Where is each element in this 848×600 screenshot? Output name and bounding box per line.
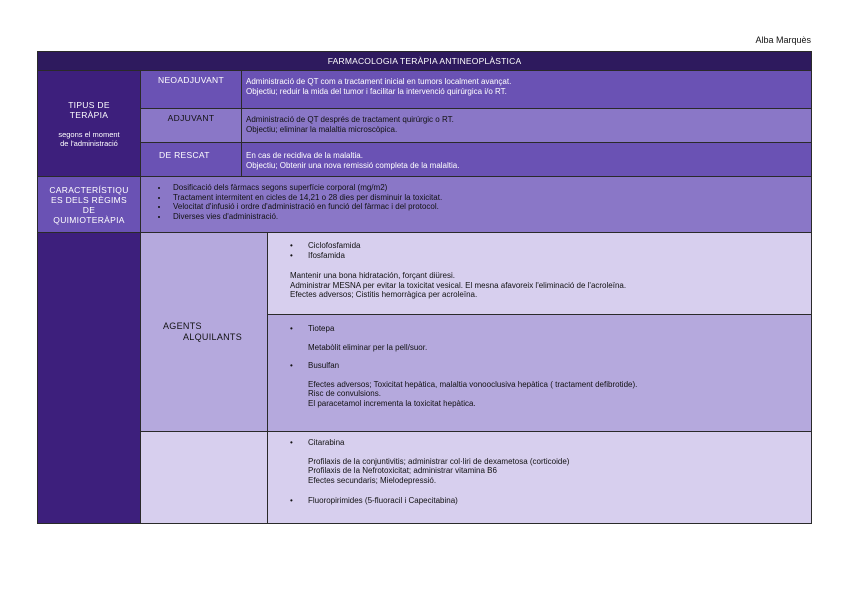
adjuvant-line1: Administració de QT després de tractament quirúrgic o RT. <box>246 115 454 124</box>
rescat-line1: En cas de recidiva de la malaltia. <box>246 151 363 160</box>
neoadjuvant-line1: Administració de QT com a tractament inicial en tumors localment avançat. <box>246 77 512 86</box>
caracteristiques-list <box>141 177 811 233</box>
box2-note: El paracetamol incrementa la toxicitat hepàtica. <box>308 398 476 408</box>
drug-ciclofosfamida: Ciclofosfamida <box>308 241 361 250</box>
caract-item: • Tractament intermitent en cicles de 14,21 o 28 dies per disminuir la toxicitat. <box>169 193 807 203</box>
caract-item: • Dosificació dels fàrmacs segons superfície corporal (mg/m2) <box>169 183 807 193</box>
agents-label-line2: ALQUILANTS <box>183 332 243 342</box>
bottom-label-cell <box>141 432 268 523</box>
caracteristiques-label <box>38 177 141 233</box>
box1-note: Mantenir una bona hidratación, forçant diüresi. <box>290 271 455 280</box>
tipus-label-line2: TERÀPIA <box>69 109 109 120</box>
drug-ifosfamida: Ifosfamida <box>308 250 345 260</box>
box1-note: Administrar MESNA per evitar la toxicitat vesical. El mesna afavoreix l'eliminació de l'acroleïna. <box>290 280 627 290</box>
alquilants-box-2: • Tiotepa Metabòlit eliminar per la pell/suor. • Busulfan Efectes adversos; Toxicitat hepàtica, malaltia vonooclusiva hepàtica ( tractament defibrotide). Risc de convulsions. El paracetamol incrementa la toxicitat hepàtica. <box>268 315 811 432</box>
pharmacology-table <box>37 51 812 524</box>
agents-alquilants-label <box>141 233 268 432</box>
author-name: Alba Marquès <box>755 35 811 45</box>
neoadjuvant-label: NEOADJUVANT <box>141 71 242 109</box>
neoadjuvant-line2: Objectiu; reduir la mida del tumor i facilitar la intervenció quirúrgica i/o RT. <box>246 86 507 96</box>
table-title: FARMACOLOGIA TERÀPIA ANTINEOPLÀSTICA <box>38 52 811 71</box>
tipus-label-line1: TIPUS DE <box>68 99 110 110</box>
box1-note: Efectes adversos; Cistitis hemorràgica per acroleïna. <box>290 290 478 299</box>
antimetabolits-box: • Citarabina Profilaxis de la conjuntivitis; administrar col·liri de dexametosa (corticoide) Profilaxis de la Nefrotoxicitat; administrar vitamina B6 Efectes secundaris; Mielodepressió. • Fluoropirimides (5-fluoracil i Capecitabina) <box>268 432 811 523</box>
box2-note: Efectes adversos; Toxicitat hepàtica, malaltia vonooclusiva hepàtica ( tractament defibrotide). <box>308 379 638 389</box>
caract-item: • Velocitat d'infusió i ordre d'administració en funció del fàrmac i del protocol. <box>169 202 807 212</box>
rescat-label: DE RESCAT <box>141 143 242 177</box>
caract-label-line2: ES DELS RÈGIMS <box>51 194 127 205</box>
neoadjuvant-desc <box>242 71 811 109</box>
drug-citarabina: Citarabina <box>308 438 345 447</box>
caract-label-line1: CARACTERÍSTIQU <box>49 184 129 195</box>
drug-tiotepa: Tiotepa <box>308 324 335 333</box>
adjuvant-desc <box>242 109 811 143</box>
caract-label-line4: QUIMIOTERÀPIA <box>53 214 125 225</box>
antimet-note: Efectes secundaris; Mielodepressió. <box>308 475 437 485</box>
antimet-note: Profilaxis de la Nefrotoxicitat; administrar vitamina B6 <box>308 466 497 475</box>
rescat-line2: Objectiu; Obtenir una nova remissió completa de la malaltia. <box>246 160 460 170</box>
caract-item: • Diverses vies d'administració. <box>169 212 807 222</box>
rescat-desc <box>242 143 811 177</box>
lower-left-column <box>38 233 141 523</box>
antimet-note: Profilaxis de la conjuntivitis; administrar col·liri de dexametosa (corticoide) <box>308 456 570 466</box>
tipus-sub-line2: de l'administració <box>60 138 118 148</box>
box2-note: Metabòlit eliminar per la pell/suor. <box>308 342 428 352</box>
tipus-terapia-label <box>38 71 141 177</box>
drug-busulfan: Busulfan <box>308 361 340 370</box>
tipus-sub-line1: segons el moment <box>58 129 120 139</box>
drug-fluoropirimides: Fluoropirimides (5-fluoracil i Capecitabina) <box>308 496 458 505</box>
adjuvant-line2: Objectiu; eliminar la malaltia microscòpica. <box>246 124 398 134</box>
alquilants-box-1: • Ciclofosfamida • Ifosfamida Mantenir una bona hidratación, forçant diüresi. Administrar MESNA per evitar la toxicitat vesical. El mesna afavoreix l'eliminació de l'acroleïna. Efectes adversos; Cistitis hemorràgica per acroleïna. <box>268 233 811 315</box>
box2-note: Risc de convulsions. <box>308 389 381 398</box>
caract-label-line3: DE <box>82 204 96 215</box>
adjuvant-label: ADJUVANT <box>141 109 242 143</box>
agents-label-line1: AGENTS <box>163 321 202 331</box>
